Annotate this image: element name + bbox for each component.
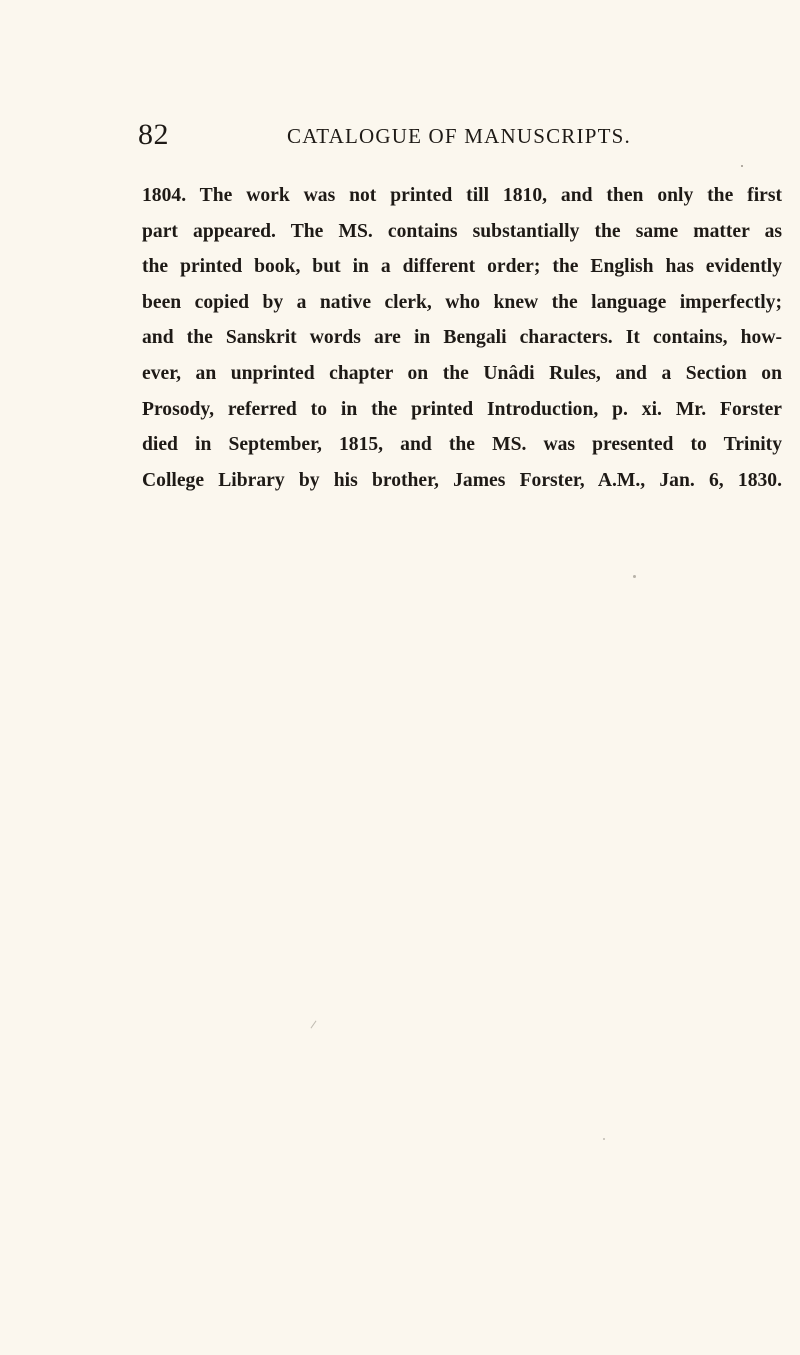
paper-speck (741, 165, 743, 167)
paper-speck (603, 1138, 605, 1140)
text-line: the printed book, but in a different order; the English has evidently (142, 256, 782, 278)
text-line: College Library by his brother, James Forster, A.M., Jan. 6, 1830. (142, 469, 782, 491)
text-line: 1804. The work was not printed till 1810, and then only the first (142, 185, 782, 206)
paper-speck (633, 575, 636, 578)
text-line: been copied by a native clerk, who knew the language imperfectly; (142, 291, 782, 313)
text-line: ever, an unprinted chapter on the Unâdi Rules, and a Section on (142, 362, 782, 384)
page-header (138, 117, 631, 153)
text-line: part appeared. The MS. contains substantially the same matter as (142, 220, 782, 242)
running-head: CATALOGUE OF MANUSCRIPTS. (287, 124, 631, 148)
text-line: died in September, 1815, and the MS. was presented to Trinity (142, 434, 782, 456)
text-line: Prosody, referred to in the printed Introduction, p. xi. Mr. Forster (142, 398, 782, 420)
paper-speck (311, 1021, 317, 1029)
page-number: 82 (138, 118, 169, 151)
text-line: and the Sanskrit words are in Bengali characters. It contains, how- (142, 327, 782, 349)
body-paragraph (142, 178, 782, 498)
